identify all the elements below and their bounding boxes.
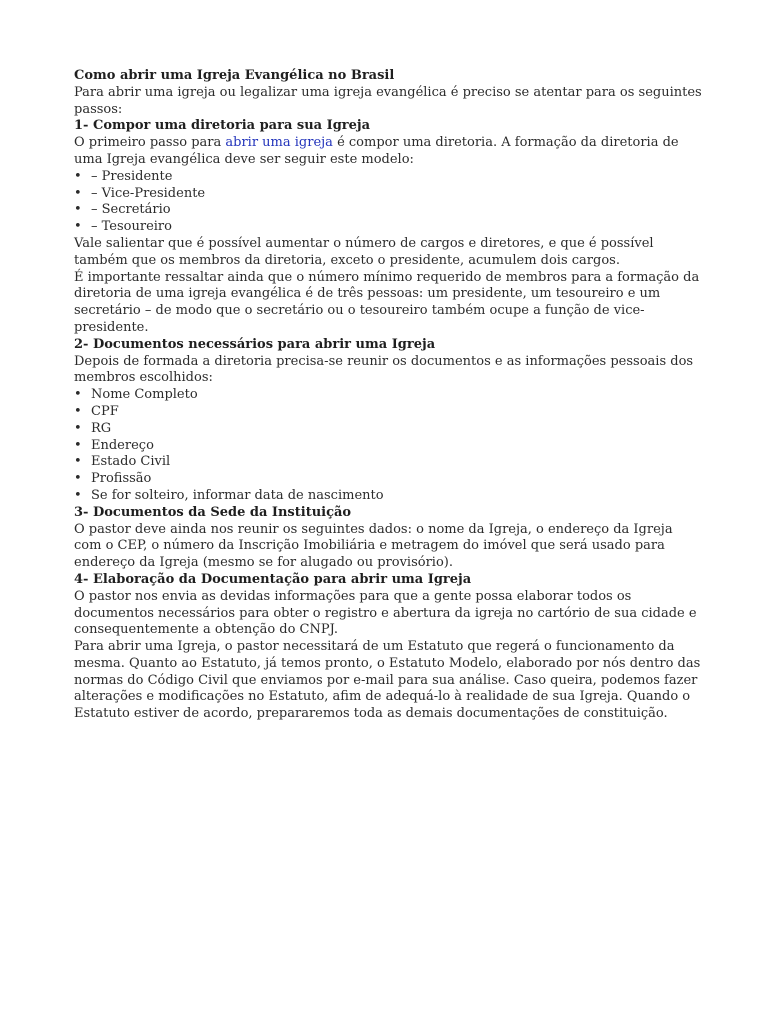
section-4-paragraph-2: Para abrir uma Igreja, o pastor necessitará de um Estatuto que regerá o funcionamento da mesma. Quanto ao Estatuto, já temos pronto, o Estatuto Modelo, elaborado por nós dentro das normas do Código Civil que enviamos por e-mail para sua análise. Caso queira, podemos fazer alterações e modificações no Estatuto, afim de adequá-lo à realidade de sua Igreja. Quando o Estatuto estiver de acordo, prepararemos toda as demais documentações de constituição.: [74, 639, 701, 722]
section-1-heading: 1- Compor uma diretoria para sua Igreja: [74, 118, 371, 134]
section-1-paragraph-3: É importante ressaltar ainda que o número mínimo requerido de membros para a formação da diretoria de uma igreja evangélica é de três pessoas: um presidente, um tesoureiro e um secretário – de modo que o secretário ou o tesoureiro também ocupe a função de vice-presidente.: [74, 269, 700, 335]
list-item: • RG: [74, 421, 702, 438]
list-item: • Profissão: [74, 471, 702, 488]
list-item: • – Tesoureiro: [74, 219, 702, 236]
section-1-p1-before: O primeiro passo para: [74, 135, 226, 151]
document-title: Como abrir uma Igreja Evangélica no Brasil: [74, 68, 395, 83]
list-item: • Nome Completo: [74, 387, 702, 404]
section-4-paragraph-1: O pastor nos envia as devidas informações para que a gente possa elaborar todos os documentos necessários para obter o registro e abertura da igreja no cartório de sua cidade e consequentemente a obtenção do CNPJ.: [74, 588, 697, 638]
list-item: • – Secretário: [74, 202, 702, 219]
list-item: • Estado Civil: [74, 454, 702, 471]
list-item: • – Vice-Presidente: [74, 186, 702, 203]
required-documents-list: [74, 387, 702, 505]
document-page: [74, 68, 702, 723]
section-2-paragraph-1: Depois de formada a diretoria precisa-se reunir os documentos e as informações pessoais dos membros escolhidos:: [74, 353, 694, 386]
section-3-heading: 3- Documentos da Sede da Instituição: [74, 504, 352, 520]
section-1-paragraph-2: Vale salientar que é possível aumentar o número de cargos e diretores, e que é possível também que os membros da diretoria, exceto o presidente, acumulem dois cargos.: [74, 235, 654, 268]
abrir-uma-igreja-link[interactable]: abrir uma igreja: [225, 135, 333, 151]
section-3-paragraph-1: O pastor deve ainda nos reunir os seguintes dados: o nome da Igreja, o endereço da Igreja com o CEP, o número da Inscrição Imobiliária e metragem do imóvel que será usado para endereço da Igreja (mesmo se for alugado ou provisório).: [74, 521, 673, 571]
intro-paragraph: Para abrir uma igreja ou legalizar uma igreja evangélica é preciso se atentar para os seguintes passos:: [74, 84, 702, 117]
list-item: • CPF: [74, 404, 702, 421]
section-4-heading: 4- Elaboração da Documentação para abrir uma Igreja: [74, 571, 472, 587]
list-item: • Se for solteiro, informar data de nascimento: [74, 488, 702, 505]
section-2-heading: 2- Documentos necessários para abrir uma Igreja: [74, 336, 436, 352]
section-1-paragraph-1: [74, 135, 702, 169]
section-1-p1-after: é compor uma diretoria. A formação da diretoria de uma Igreja evangélica deve ser seguir este modelo:: [74, 135, 679, 167]
list-item: • – Presidente: [74, 169, 702, 186]
list-item: • Endereço: [74, 438, 702, 455]
board-positions-list: [74, 169, 702, 236]
